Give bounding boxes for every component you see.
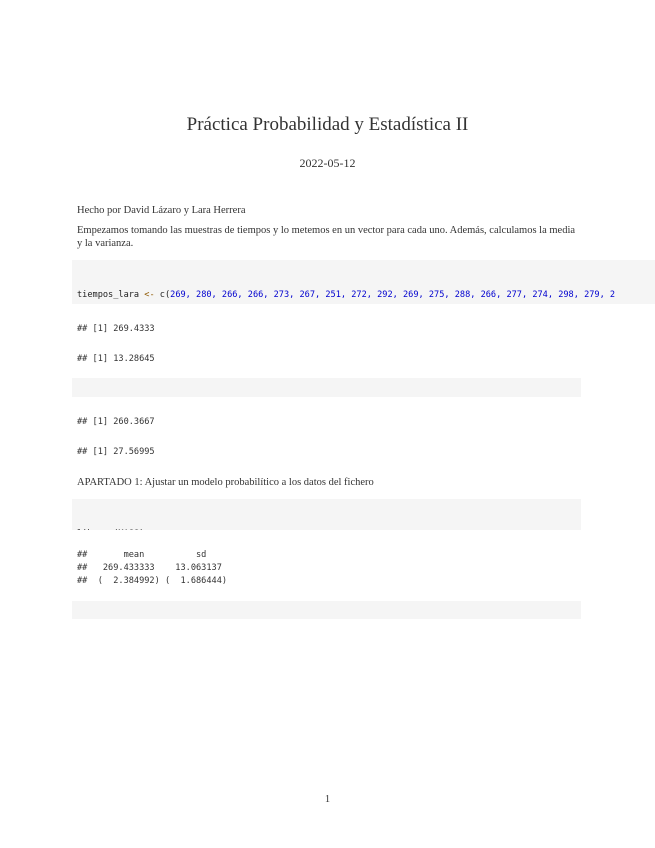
section-heading-apartado-1: APARTADO 1: Ajustar un modelo probabilítico a los datos del fichero: [77, 477, 374, 488]
authors-line: Hecho por David Lázaro y Lara Herrera: [77, 205, 246, 216]
output-fitdistr-header: ## mean sd: [77, 550, 228, 560]
code-line-tiempos-lara: tiempos_lara <- c(269, 280, 266, 266, 273, 267, 251, 272, 292, 269, 275, 288, 266, 277, 274, 298, 279, 2: [77, 290, 616, 300]
output-fitdistr-estimates: ## 269.433333 13.063137: [77, 563, 228, 573]
output-fitdistr-std-errors: ## ( 2.384992) ( 1.686444): [77, 576, 228, 586]
output-sd-david: ## [1] 27.56995: [77, 447, 155, 457]
document-date: 2022-05-12: [299, 156, 356, 170]
code-block-fitdistr[interactable]: [72, 499, 581, 530]
output-mean-lara: ## [1] 269.4333: [77, 324, 155, 334]
page-number: 1: [324, 794, 331, 805]
code-block-hist[interactable]: [72, 601, 581, 619]
code-block-mean-sd-david[interactable]: [72, 378, 581, 397]
code-block-vectors[interactable]: [72, 260, 655, 304]
intro-paragraph: Empezamos tomando las muestras de tiempos y lo metemos en un vector para cada uno. Además, calculamos la media y la varianza.: [77, 225, 576, 249]
code-line-library-mass: [77, 528, 581, 530]
output-mean-david: ## [1] 260.3667: [77, 417, 155, 427]
output-sd-lara: ## [1] 13.28645: [77, 354, 155, 364]
document-title: Práctica Probabilidad y Estadística II: [186, 114, 469, 135]
